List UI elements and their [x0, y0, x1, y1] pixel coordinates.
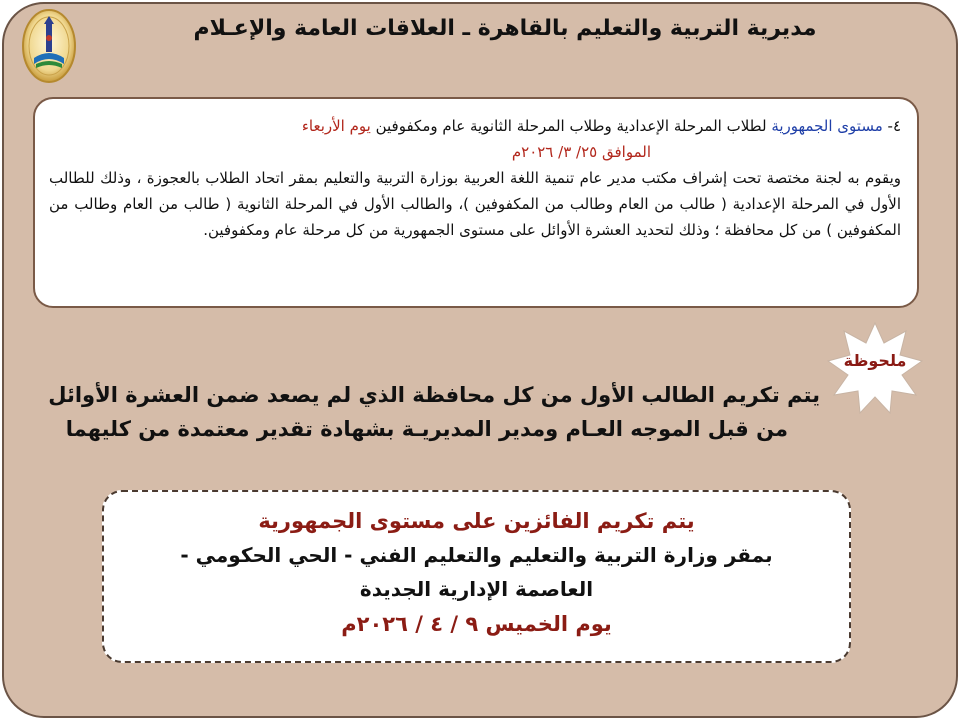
directorate-logo-icon — [22, 8, 76, 84]
competition-body: ويقوم به لجنة مختصة تحت إشراف مكتب مدير عام تنمية اللغة العربية بوزارة التربية والتعليم بمقر اتحاد الطلاب بالعجوزة ، وذلك للطالب الأول في المرحلة الإعدادية ( طالب من العام وطالب من المكفوفين )، والطالب الأول في المرحلة الثانوية ( طالب من العام وطالب من المكفوفين ) من كل محافظة ؛ وذلك لتحديد العشرة الأوائل على مستوى الجمهورية من كل مرحلة عام ومكفوفين. — [49, 169, 901, 239]
day-label: يوم الأربعاء — [301, 117, 371, 135]
competition-date: الموافق ٢٥/ ٣/ ٢٠٢٦م — [511, 143, 651, 161]
ceremony-box — [102, 490, 851, 663]
ceremony-date: يوم الخميس ٩ / ٤ / ٢٠٢٦م — [341, 612, 612, 636]
note-line-2: من قبل الموجه العـام ومدير المديريـة بشهادة تقدير معتمدة من كليهما — [65, 417, 788, 441]
note-line-1: يتم تكريم الطالب الأول من كل محافظة الذي لم يصعد ضمن العشرة الأوائل — [48, 383, 820, 407]
level-intro: لطلاب المرحلة الإعدادية وطلاب المرحلة الثانوية عام ومكفوفين — [375, 117, 767, 135]
date-line-row — [49, 139, 901, 165]
ceremony-venue: بمقر وزارة التربية والتعليم والتعليم الفني - الحي الحكومي - — [180, 543, 773, 567]
note-label: ملحوظة — [843, 351, 907, 370]
level-name: مستوى الجمهورية — [771, 117, 883, 135]
page-title: مديرية التربية والتعليم بالقاهرة ـ العلاقات العامة والإعـلام — [193, 16, 817, 41]
ceremony-city: العاصمة الإدارية الجديدة — [359, 577, 594, 601]
note-text — [40, 378, 820, 446]
competition-details-box — [33, 97, 919, 308]
ceremony-title: يتم تكريم الفائزين على مستوى الجمهورية — [258, 509, 695, 533]
competition-heading — [49, 113, 901, 139]
item-number: ٤- — [887, 117, 901, 135]
